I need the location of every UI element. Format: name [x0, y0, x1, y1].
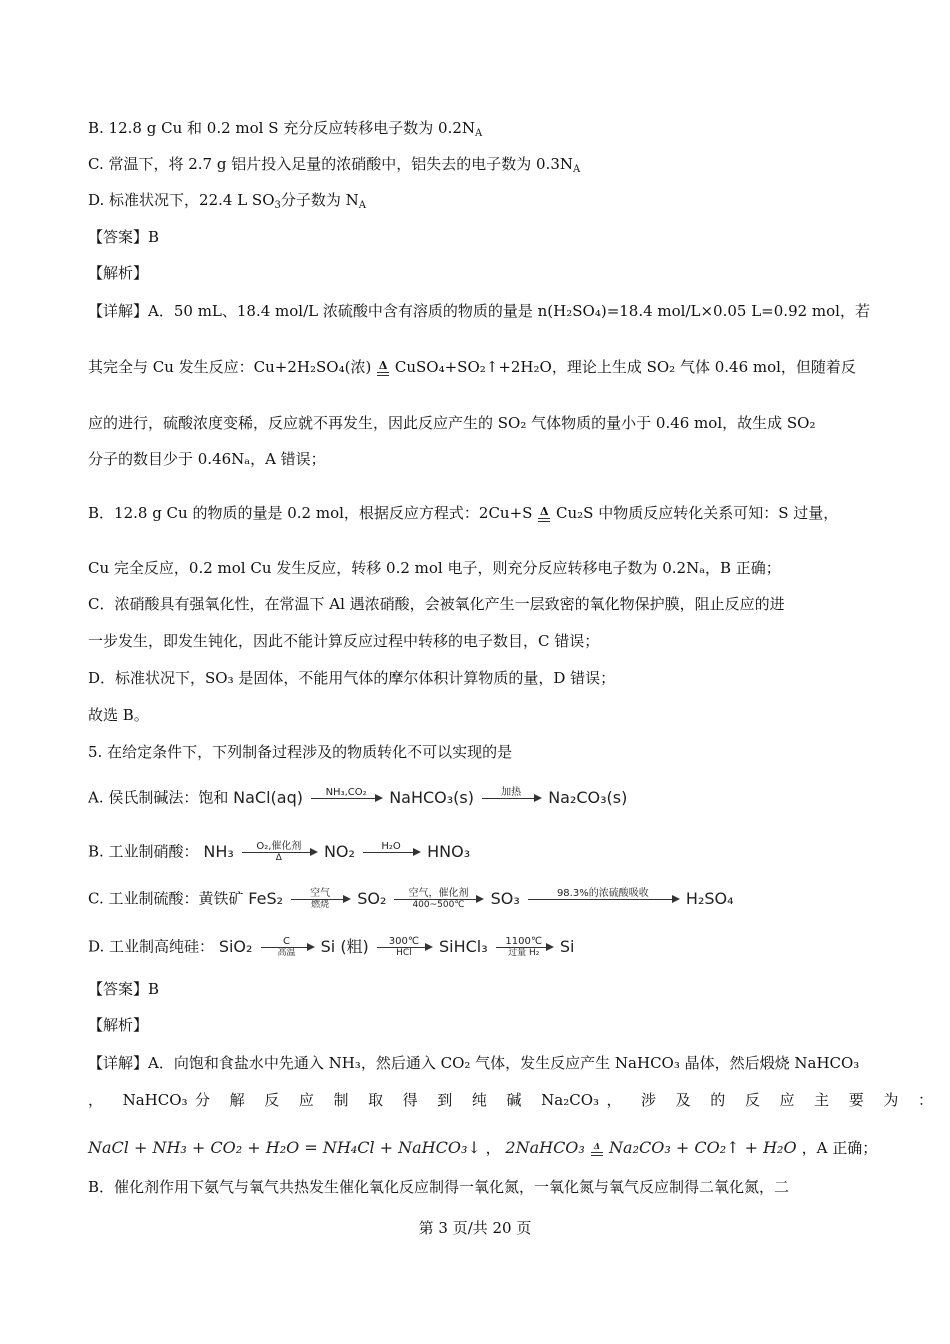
- detail-c-1: C．浓硝酸具有强氧化性，在常温下 Al 遇浓硝酸，会被氧化产生一层致密的氧化物保护膜，阻止反应的进: [88, 595, 785, 613]
- detail-a-1: 【详解】A．50 mL、18.4 mol/L 浓硫酸中含有溶质的物质的量是 n(H₂SO₄)=18.4 mol/L×0.05 L=0.92 mol，若: [88, 302, 870, 320]
- q5-option-a: A. 侯氏制碱法：饱和 NaCl(aq) NH₃,CO₂ NaHCO₃(s) 加热 Na₂CO₃(s): [88, 787, 628, 807]
- chem-a: NaCl(aq) NH₃,CO₂ NaHCO₃(s) 加热 Na₂CO₃(s): [233, 787, 628, 807]
- detail-b-1: B．12.8 g Cu 的物质的量是 0.2 mol，根据反应方程式：2Cu+S Δ Cu₂S 中物质反应转化关系可知：S 过量，: [88, 504, 839, 522]
- option-b: B. 12.8 g Cu 和 0.2 mol S 充分反应转移电子数为 $0.2N_A$: [88, 119, 483, 139]
- detail-a-3: 应的进行，硫酸浓度变稀，反应就不再发生，因此反应产生的 SO₂ 气体物质的量小于 0.46 mol，故生成 SO₂: [88, 414, 816, 432]
- detail2-a-2: ， NaHCO₃分 解 反 应 制 取 得 到 纯 碱 Na₂CO₃， 涉 及 的 反 应 主 要 为 ：: [88, 1091, 933, 1109]
- conclusion: 故选 B。: [88, 706, 149, 724]
- answer-label-2: 【答案】B: [88, 980, 160, 998]
- chem-b: NH₃ O₂,催化剂 Δ NO₂ H₂O HNO₃: [203, 841, 471, 863]
- heat-symbol: Δ: [376, 361, 390, 376]
- detail-b-2: Cu 完全反应，0.2 mol Cu 发生反应，转移 0.2 mol 电子，则充分反应转移电子数为 0.2Nₐ，B 正确；: [88, 559, 781, 577]
- detail-c-2: 一步发生，即发生钝化，因此不能计算反应过程中转移的电子数目，C 错误；: [88, 632, 600, 650]
- detail-d: D．标准状况下，SO₃ 是固体，不能用气体的摩尔体积计算物质的量，D 错误；: [88, 669, 616, 687]
- chem-d: SiO₂ C 高温 Si (粗) 300℃ HCl SiHCl₃ 1100℃ 过量 H₂ Si: [218, 936, 575, 958]
- q5-option-d: D. 工业制高纯硅： SiO₂ C 高温 Si (粗) 300℃ HCl SiHCl₃ 1100℃ 过量 H₂ Si: [88, 936, 575, 958]
- analysis-label-2: 【解析】: [88, 1016, 149, 1034]
- page-footer: 第 3 页/共 20 页: [418, 1219, 532, 1237]
- option-d: D. 标准状况下，22.4 L $SO_3$分子数为 $N_A$: [88, 191, 367, 211]
- answer-label: 【答案】B: [88, 228, 160, 246]
- question-5: 5. 在给定条件下，下列制备过程涉及的物质转化不可以实现的是: [88, 743, 513, 761]
- detail2-b-1: B．催化剂作用下氨气与氧气共热发生催化氧化反应制得一氧化氮，一氧化氮与氧气反应制得二氧化氮，二: [88, 1178, 790, 1196]
- detail2-a-1: 【详解】A．向饱和食盐水中先通入 NH₃，然后通入 CO₂ 气体，发生反应产生 NaHCO₃ 晶体，然后煅烧 NaHCO₃: [88, 1054, 860, 1072]
- detail2-a-3: NaCl + NH₃ + CO₂ + H₂O = NH₄Cl + NaHCO₃↓ ， 2NaHCO₃ Δ Na₂CO₃ + CO₂↑ + H₂O ，A 正确；: [88, 1138, 878, 1157]
- chem-c: FeS₂ 空气 燃烧 SO₂ 空气，催化剂 400~500℃ SO₃ 98.3%的浓硫酸吸收 H₂SO₄: [248, 888, 734, 910]
- heat-symbol: Δ: [590, 1141, 604, 1156]
- q5-option-c: C. 工业制硫酸：黄铁矿 FeS₂ 空气 燃烧 SO₂ 空气，催化剂 400~500℃ SO₃ 98.3%的浓硫酸吸收 H₂SO₄: [88, 888, 734, 910]
- heat-symbol: Δ: [537, 507, 551, 522]
- analysis-label: 【解析】: [88, 264, 149, 282]
- detail-a-2: 其完全与 Cu 发生反应：Cu+2H₂SO₄(浓) Δ CuSO₄+SO₂↑+2H₂O，理论上生成 SO₂ 气体 0.46 mol，但随着反: [88, 358, 856, 376]
- detail-a-4: 分子的数目少于 0.46Nₐ，A 错误；: [88, 450, 326, 468]
- q5-option-b: B. 工业制硝酸： NH₃ O₂,催化剂 Δ NO₂ H₂O HNO₃: [88, 841, 471, 863]
- equation-1: NaCl + NH₃ + CO₂ + H₂O = NH₄Cl + NaHCO₃↓: [88, 1138, 481, 1157]
- equation-2: 2NaHCO₃ Δ Na₂CO₃ + CO₂↑ + H₂O: [505, 1138, 797, 1157]
- option-c: C. 常温下，将 2.7 g 铝片投入足量的浓硝酸中，铝失去的电子数为 $0.3N_A$: [88, 155, 581, 175]
